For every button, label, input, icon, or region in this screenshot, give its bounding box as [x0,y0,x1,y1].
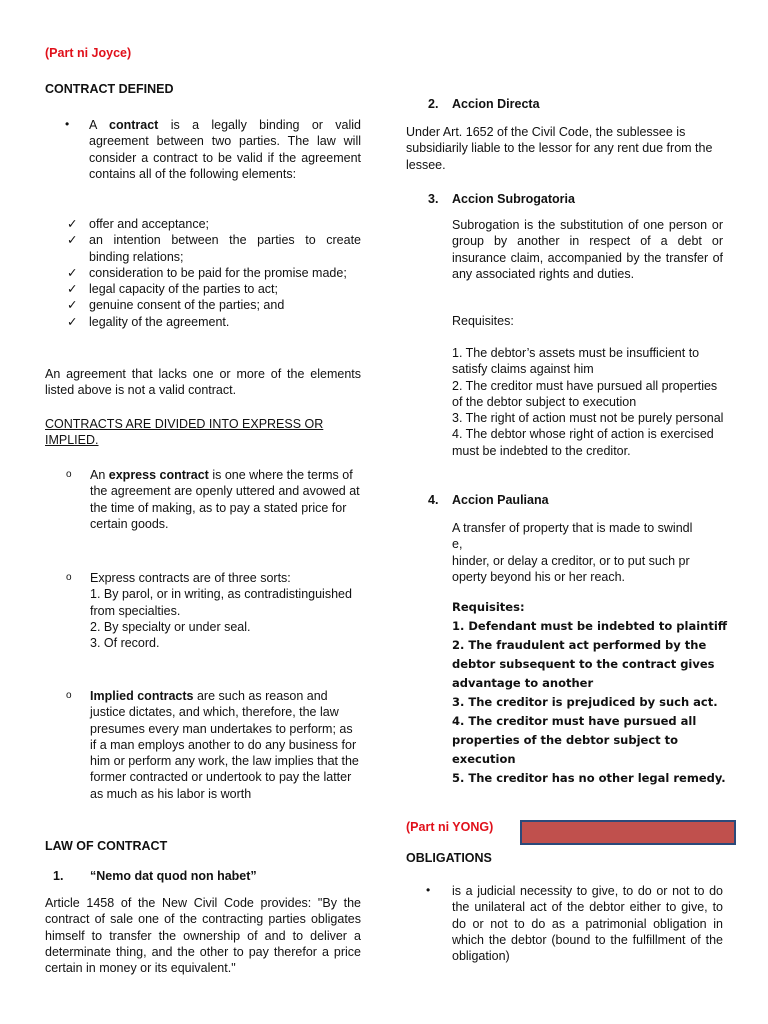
circle-bullet-icon: o [66,469,72,480]
check-icon: ✓ [67,298,78,313]
check-icon: ✓ [67,282,78,297]
list-item: advantage to another [452,676,594,690]
list-item: ✓ legality of the agreement. [67,314,230,329]
law-of-contract-heading: LAW OF CONTRACT [45,839,168,853]
contract-definition-text: A contract is a legally binding or valid agreement between two parties. The law will consider a contract to be valid if the agreement contains all of the following elements: [89,118,361,181]
article-1458-text: Article 1458 of the New Civil Code provides: "By the contract of sale one of the contracting parties obligates himself to transfer the ownership of and to deliver a determinate thing, and the other to pay therefor a price certain in money or its equivalent." [45,896,361,976]
part-joyce-tag: (Part ni Joyce) [45,46,132,60]
list-item: 4. The creditor must have pursued all [452,714,697,728]
invalid-contract-note: An agreement that lacks one or more of the elements listed above is not a valid contract. [45,367,361,398]
bullet-icon: • [426,883,431,897]
list-item: 2. The creditor must have pursued all properties of the debtor subject to execution [452,378,718,409]
list-item: debtor subsequent to the contract gives [452,657,715,671]
accion-subrogatoria-title: Accion Subrogatoria [452,192,575,206]
obligations-bullet [406,883,723,964]
obligations-heading: OBLIGATIONS [406,851,492,865]
list-item: ✓ an intention between the parties to create binding relations; [67,233,361,264]
list-item: ✓ offer and acceptance; [67,217,209,231]
list-item: 1. The debtor’s assets must be insufficient to satisfy claims against him [452,346,700,377]
express-contract-text: An express contract is one where the terms of the agreement are openly uttered and avowed at the time of making, as to pay a stated price for certain goods. [90,468,360,531]
check-icon: ✓ [67,233,78,248]
express-sorts-item [45,570,361,651]
list-item: 3. The creditor is prejudiced by such act. [452,695,718,709]
list-item: properties of the debtor subject to [452,733,679,747]
express-contract-item [45,467,361,532]
accion-pauliana-title: Accion Pauliana [452,493,549,507]
list-item: ✓ legal capacity of the parties to act; [67,282,278,297]
pauliana-definition: A transfer of property that is made to swindl e, hinder, or delay a creditor, or to put such pr operty beyond his or her reach. [452,521,693,584]
law-item-1-number: 1. [53,869,64,883]
nemo-dat-title: “Nemo dat quod non habet” [90,869,257,883]
accion-directa-text: Under Art. 1652 of the Civil Code, the sublessee is subsidiarily liable to the lessor for any rent due from the lessee. [406,125,713,172]
obligations-definition: is a judicial necessity to give, to do or not to do the unilateral act of the debtor either to give, to do or not to do as a patrimonial obligation in which the debtor (bound to the fulfillment of the obligation) [452,884,723,964]
list-item: 2. The fraudulent act performed by the [452,638,707,652]
list-item: 1. Defendant must be indebted to plaintiff [452,619,728,633]
subrogation-definition: Subrogation is the substitution of one person or group by another in respect of a debt or insurance claim, accompanied by the transfer of any associated rights and duties. [452,218,723,281]
contract-elements-list [45,216,361,330]
contract-defined-heading: CONTRACT DEFINED [45,82,174,96]
list-item: execution [452,752,516,766]
list-item: 3. The right of action must not be purely personal [452,411,724,426]
subrogatoria-requisites-label: Requisites: [452,314,514,328]
subrogatoria-number: 3. [428,192,439,206]
red-highlight-box [520,820,736,845]
directa-number: 2. [428,97,439,111]
pauliana-requisites [452,598,732,788]
list-item: 4. The debtor whose right of action is exercised must be indebted to the creditor. [452,427,714,458]
express-sorts-text: Express contracts are of three sorts: 1. By parol, or in writing, as contradistinguished from specialties. 2. By specialty or under seal. 3. Of record. [90,571,352,651]
pauliana-number: 4. [428,493,439,507]
circle-bullet-icon: o [66,690,72,701]
list-item: ✓ consideration to be paid for the promise made; [67,265,347,280]
check-icon: ✓ [67,265,78,280]
implied-contract-item [45,688,361,802]
check-icon: ✓ [67,217,78,231]
check-icon: ✓ [67,314,78,329]
implied-contract-text: Implied contracts are such as reason and justice dictates, and which, therefore, the law presumes every man undertakes to perform; as if a man employs another to do any business for him or perform any work, the law implies that the former contracted or undertook to pay the latter as much as his labor is worth [90,689,359,801]
subrogatoria-requisites-list [452,345,727,459]
contracts-divided-heading: CONTRACTS ARE DIVIDED INTO EXPRESS OR IMPLIED. [45,417,324,448]
contract-definition-bullet [45,117,361,182]
bullet-icon: • [65,117,70,131]
part-yong-tag: (Part ni YONG) [406,820,494,834]
pauliana-requisites-label: Requisites: [452,600,525,614]
list-item: 5. The creditor has no other legal remedy. [452,771,726,785]
accion-directa-title: Accion Directa [452,97,540,111]
list-item: ✓ genuine consent of the parties; and [67,298,285,313]
circle-bullet-icon: o [66,572,72,583]
